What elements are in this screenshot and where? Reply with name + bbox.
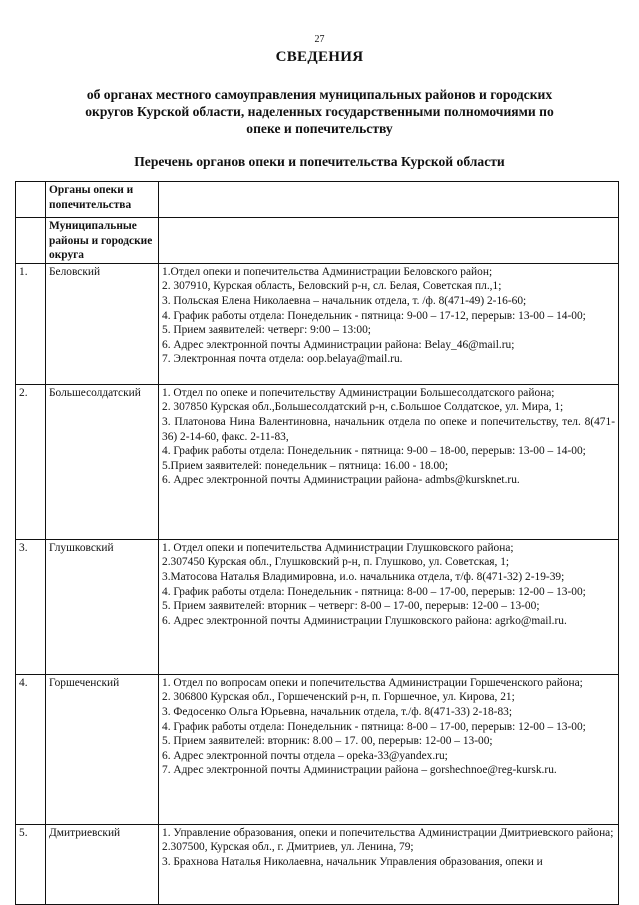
info-line: 3. Польская Елена Николаевна – начальник отдела, т. /ф. 8(471-49) 2-16-60; — [162, 294, 527, 307]
info-line: 5. Прием заявителей: вторник: 8.00 – 17. 00, перерыв: 12-00 – 13-00; — [162, 735, 493, 748]
table-cell-empty — [16, 218, 46, 264]
table-header-row — [16, 218, 619, 264]
info-line: 2.307450 Курская обл., Глушковский р-н, п. Глушково, ул. Советская, 1; — [162, 556, 510, 569]
info-line: 1.Отдел опеки и попечительства Администрации Беловского район; — [162, 265, 493, 278]
info-line: 3. Федосенко Ольга Юрьевна, начальник отдела, т./ф. 8(471-33) 2-18-83; — [162, 705, 512, 718]
info-line: 1. Управление образования, опеки и попечительства Администрации Дмитриевского района; — [162, 826, 614, 839]
district-name: Беловский — [46, 263, 159, 384]
info-line: 4. График работы отдела: Понедельник - пятница: 9-00 – 17-12, перерыв: 13-00 – 14-00; — [162, 309, 586, 322]
info-line: 6. Адрес электронной почты Администрации Глушковского района: agrko@mail.ru. — [162, 614, 567, 627]
info-line: 3.Матосова Наталья Владимировна, и.о. начальника отдела, т/ф. 8(471-32) 2-19-39; — [162, 570, 565, 583]
info-line: 5. Прием заявителей: вторник – четверг: 8-00 – 17-00, перерыв: 12-00 – 13-00; — [162, 600, 540, 613]
info-line: 4. График работы отдела: Понедельник - пятница: 8-00 – 17-00, перерыв: 12-00 – 13-00; — [162, 720, 586, 733]
info-line: 3. Платонова Нина Валентиновна, начальник отдела по опеке и попечительству, тел. 8(471-36) 2-14-60, факс. 2-11-83, — [162, 415, 615, 443]
info-line: 2. 307910, Курская область, Беловский р-н, сл. Белая, Советская пл.,1; — [162, 280, 502, 293]
page-number: 27 — [314, 34, 325, 45]
info-line: 1. Отдел опеки и попечительства Администрации Глушковского района; — [162, 541, 514, 554]
table-cell-empty — [159, 182, 619, 218]
table-header-row — [16, 182, 619, 218]
info-line: 6. Адрес электронной почты Администрации района- admbs@kursknet.ru. — [162, 474, 520, 487]
table-row — [16, 539, 619, 674]
row-number: 1. — [16, 263, 46, 384]
info-line: 5.Прием заявителей: понедельник – пятница: 16.00 - 18.00; — [162, 459, 449, 472]
row-number: 3. — [16, 539, 46, 674]
info-line: 1. Отдел по опеке и попечительству Администрации Большесолдатского района; — [162, 386, 555, 399]
info-line: 4. График работы отдела: Понедельник - пятница: 9-00 – 18-00, перерыв: 13-00 – 14-00; — [162, 445, 586, 458]
district-info — [159, 384, 619, 539]
row-number: 2. — [16, 384, 46, 539]
document-title: СВЕДЕНИЯ — [275, 49, 364, 65]
district-name: Горшеченский — [46, 674, 159, 824]
table-cell-empty — [159, 218, 619, 264]
district-info — [159, 824, 619, 904]
info-line: 7. Адрес электронной почты Администрации района – gorshechnoe@reg-kursk.ru. — [162, 764, 557, 777]
table-row — [16, 384, 619, 539]
info-line: 2.307500, Курская обл., г. Дмитриев, ул. Ленина, 79; — [162, 841, 414, 854]
info-line: 2. 306800 Курская обл., Горшеченский р-н, п. Горшечное, ул. Кирова, 21; — [162, 691, 515, 704]
document-subtitle: об органах местного самоуправления муниципальных районов и городских округов Курской области, наделенных государственными полномочиями по опеке и попечительству — [85, 87, 554, 136]
info-line: 5. Прием заявителей: четверг: 9:00 – 13:00; — [162, 324, 371, 337]
info-line: 6. Адрес электронной почты Администрации района: Belay_46@mail.ru; — [162, 338, 515, 351]
table-cell-empty — [16, 182, 46, 218]
district-info — [159, 539, 619, 674]
district-name: Большесолдатский — [46, 384, 159, 539]
info-line: 4. График работы отдела: Понедельник - пятница: 8-00 – 17-00, перерыв: 12-00 – 13-00; — [162, 585, 586, 598]
info-line: 6. Адрес электронной почты отдела – opeka-33@yandex.ru; — [162, 749, 448, 762]
info-line: 3. Брахнова Наталья Николаевна, начальник Управления образования, опеки и — [162, 855, 543, 868]
row-number: 5. — [16, 824, 46, 904]
table-row — [16, 674, 619, 824]
info-line: 1. Отдел по вопросам опеки и попечительства Администрации Горшеченского района; — [162, 676, 583, 689]
district-info — [159, 263, 619, 384]
info-line: 2. 307850 Курская обл.,Большесолдатский р-н, с.Большое Солдатское, ул. Мира, 1; — [162, 401, 564, 414]
info-line: 7. Электронная почта отдела: oop.belaya@mail.ru. — [162, 353, 403, 366]
table-row — [16, 263, 619, 384]
row-number: 4. — [16, 674, 46, 824]
list-heading: Перечень органов опеки и попечительства Курской области — [134, 154, 505, 169]
guardianship-organs-table — [15, 181, 619, 905]
table-row — [16, 824, 619, 904]
district-name: Глушковский — [46, 539, 159, 674]
header-districts-label: Муниципальные районы и городские округа — [46, 218, 159, 264]
header-organs-label: Органы опеки и попечительства — [46, 182, 159, 218]
district-info — [159, 674, 619, 824]
district-name: Дмитриевский — [46, 824, 159, 904]
